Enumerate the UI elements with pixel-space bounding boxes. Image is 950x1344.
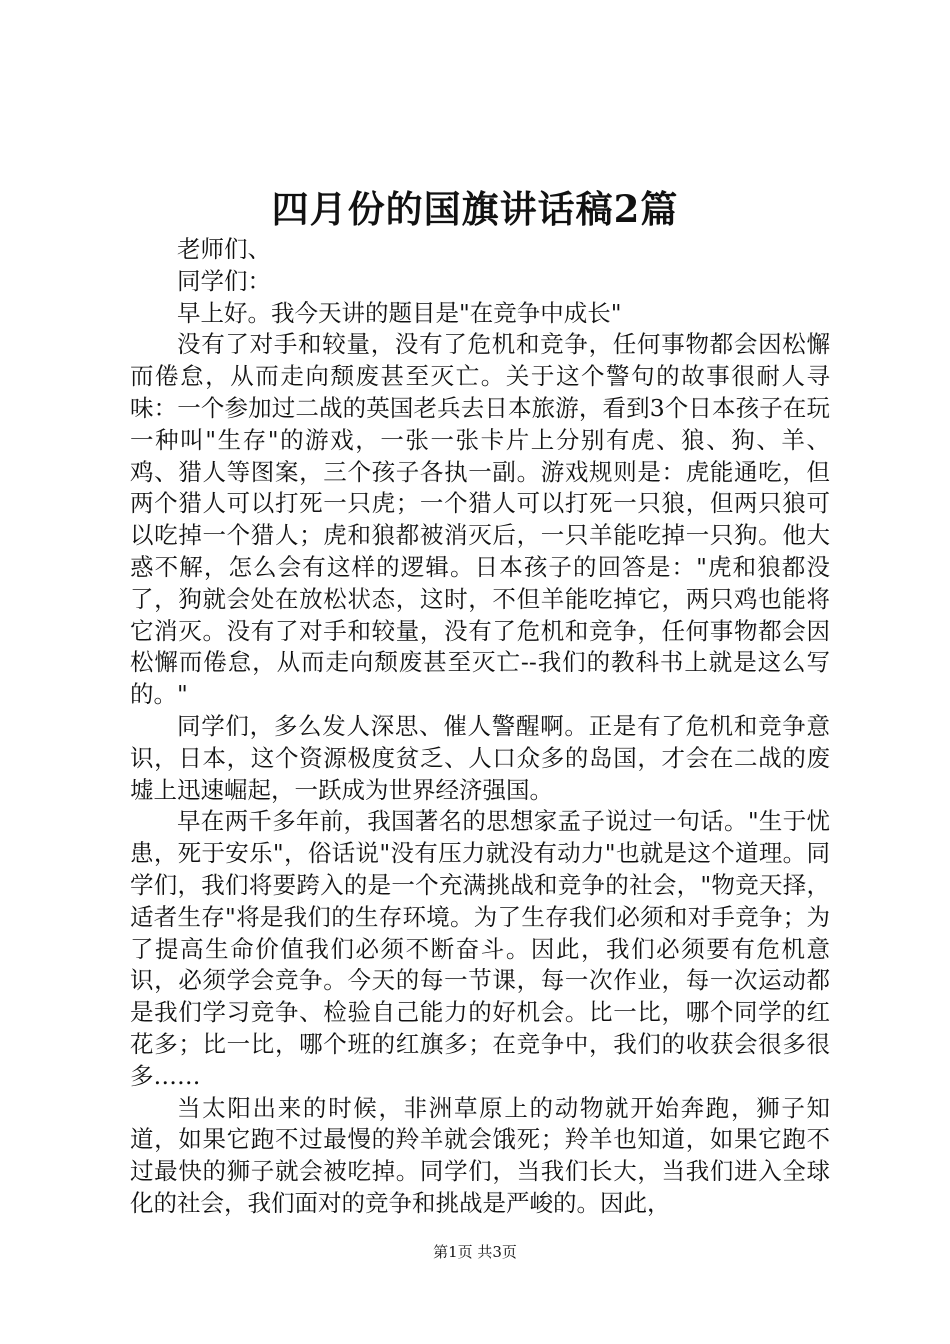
greeting-paragraph: 早上好。我今天讲的题目是"在竞争中成长" <box>177 298 622 327</box>
body-paragraph: 早在两千多年前，我国著名的思想家孟子说过一句话。"生于忧患，死于安乐"，俗话说"没有压力就没有动力"也就是这个道理。同学们，我们将要跨入的是一个充满挑战和竞争的社会，"物竞天择，适者生存"将是我们的生存环境。为了生存我们必须和对手竞争；为了提高生命价值我们必须不断奋斗。因此，我们必须要有危机意识，必须学会竞争。今天的每一节课，每一次作业，每一次运动都是我们学习竞争、检验自己能力的好机会。比一比，哪个同学的红花多；比一比，哪个班的红旗多；在竞争中，我们的收获会很多很多…… <box>130 807 830 1090</box>
body-paragraph: 没有了对手和较量，没有了危机和竞争，任何事物都会因松懈而倦怠，从而走向颓废甚至灭亡。关于这个警句的故事很耐人寻味：一个参加过二战的英国老兵去日本旅游，看到3个日本孩子在玩一种叫"生存"的游戏，一张一张卡片上分别有虎、狼、狗、羊、鸡、猎人等图案，三个孩子各执一副。游戏规则是：虎能通吃，但两个猎人可以打死一只虎；一个猎人可以打死一只狼，但两只狼可以吃掉一个猎人；虎和狼都被消灭后，一只羊能吃掉一只狗。他大惑不解，怎么会有这样的逻辑。日本孩子的回答是："虎和狼都没了，狗就会处在放松状态，这时，不但羊能吃掉它，两只鸡也能将它消灭。没有了对手和较量，没有了危机和竞争，任何事物都会因松懈而倦怠，从而走向颓废甚至灭亡--我们的教科书上就是这么写的。" <box>130 330 830 709</box>
salutation-teachers: 老师们、 <box>177 235 271 263</box>
document-body <box>130 234 830 1220</box>
body-paragraph: 同学们，多么发人深思、催人警醒啊。正是有了危机和竞争意识，日本，这个资源极度贫乏、人口众多的岛国，才会在二战的废墟上迅速崛起，一跃成为世界经济强国。 <box>130 711 830 804</box>
body-paragraph: 当太阳出来的时候，非洲草原上的动物就开始奔跑，狮子知道，如果它跑不过最慢的羚羊就会饿死；羚羊也知道，如果它跑不过最快的狮子就会被吃掉。同学们，当我们长大，当我们进入全球化的社会，我们面对的竞争和挑战是严峻的。因此， <box>130 1093 830 1217</box>
page-footer: 第1页 共3页 <box>433 1243 517 1261</box>
salutation-students: 同学们： <box>177 266 271 295</box>
document-title: 四月份的国旗讲话稿2篇 <box>271 187 679 231</box>
